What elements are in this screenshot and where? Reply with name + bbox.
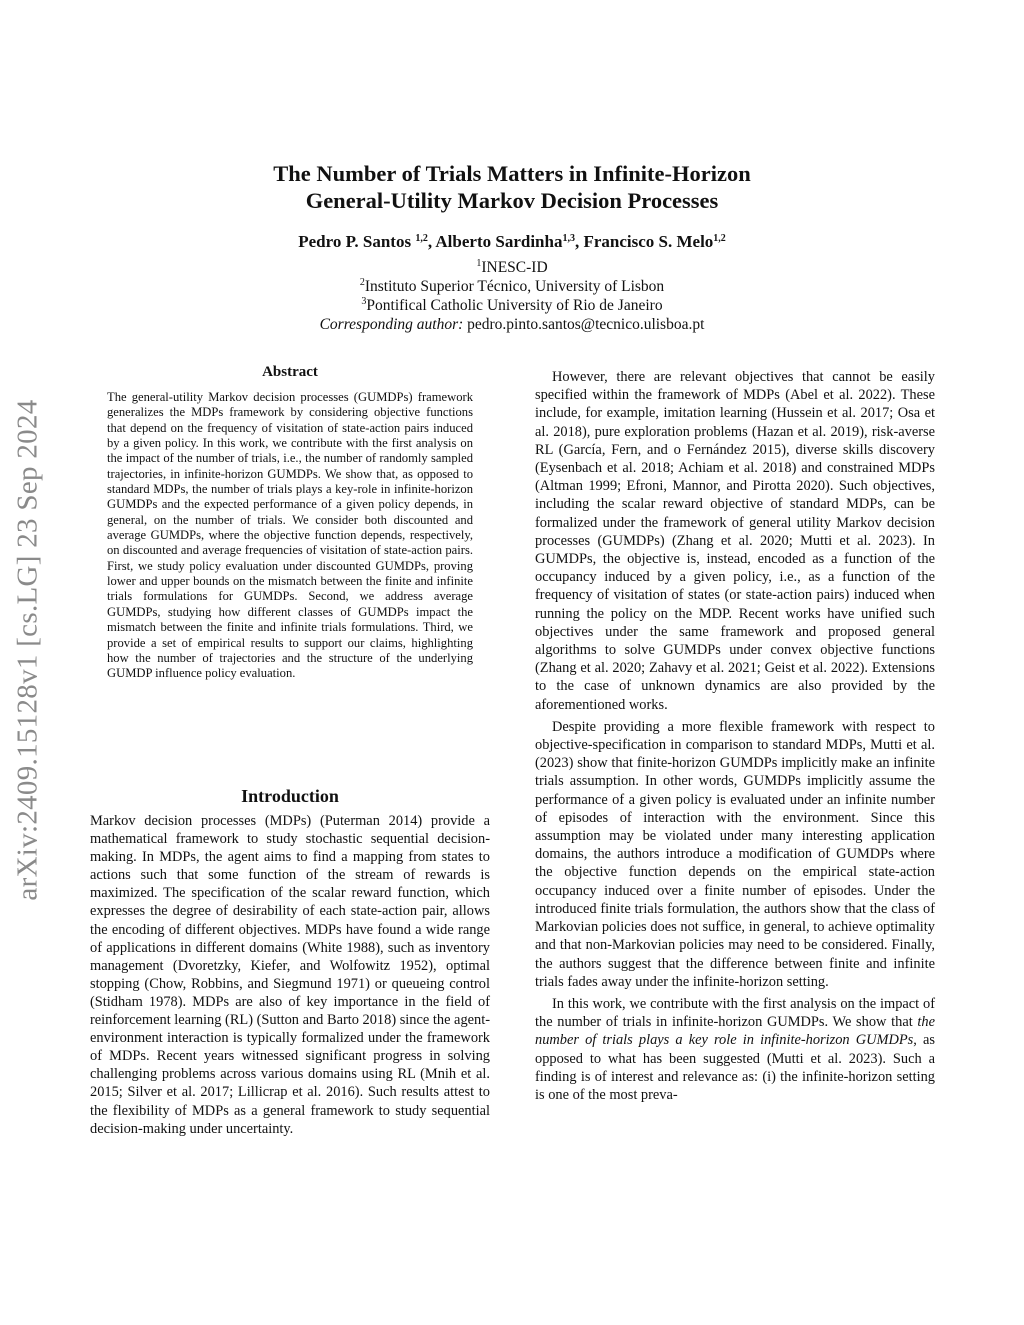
author-affiliation-marks: 1,2 bbox=[713, 233, 726, 244]
affiliation-mark: 3 bbox=[361, 296, 367, 307]
affiliations bbox=[180, 258, 844, 334]
author-separator: , bbox=[427, 232, 436, 251]
right-column bbox=[535, 368, 935, 1104]
author-name: Francisco S. Melo bbox=[583, 232, 714, 251]
affiliation-text: Instituto Superior Técnico, University of Lisbon bbox=[364, 278, 665, 295]
affiliation-line bbox=[180, 258, 844, 277]
affiliation-line bbox=[180, 277, 844, 296]
affiliation-mark: 2 bbox=[359, 277, 365, 288]
affiliation-mark: 1 bbox=[476, 258, 482, 269]
abstract-body: The general-utility Markov decision processes (GUMDPs) framework generalizes the MDPs framework by considering objective functions that depend on the frequency of visitation of state-action pairs induced by a given policy. In this work, we contribute with the first analysis on the impact of the number of trials, i.e., the number of randomly sampled trajectories, in infinite-horizon GUMDPs. We show that, as opposed to standard MDPs, the number of trials plays a key-role in infinite-horizon GUMDPs and the expected performance of a given policy depends, in general, on the number of trials. We consider both discounted and average GUMDPs, where the objective function depends, respectively, on discounted and average frequencies of visitation of state-action pairs. First, we study policy evaluation under discounted GUMDPs, proving lower and upper bounds on the mismatch between the finite and infinite trials formulations for GUMDPs. Second, we address average GUMDPs, studying how different classes of GUMDPs impact the mismatch between the finite and infinite trials formulations. Third, we provide a set of empirical results to support our claims, highlighting how the number of trajectories and the structure of the underlying GUMDP influence policy evaluation. bbox=[107, 390, 473, 681]
introduction-paragraph: Markov decision processes (MDPs) (Puterman 2014) provide a mathematical framework to study stochastic sequential decision-making. In MDPs, the agent aims to find a mapping from states to actions such that some function of the stream of rewards is maximized. The specification of the scalar reward function, which expresses the degree of desirability of each state-action pair, allows the encoding of different objectives. MDPs have found a wide range of applications in different domains (White 1988), such as inventory management (Dvoretzky, Kiefer, and Wolfowitz 1952), optimal stopping (Chow, Robbins, and Siegmund 1971) or queueing control (Stidham 1978). MDPs are also of key importance in the field of reinforcement learning (RL) (Sutton and Barto 2018) since the agent-environment interaction is typically formalized under the framework of MDPs. Recent years witnessed significant progress in solving challenging problems across various domains using RL (Mnih et al. 2015; Silver et al. 2017; Lillicrap et al. 2016). Such results attest to the flexibility of MDPs as a general framework to study sequential decision-making under uncertainty. bbox=[90, 813, 491, 1137]
body-paragraph-3 bbox=[535, 995, 935, 1104]
author-name: Alberto Sardinha bbox=[435, 232, 563, 251]
corresponding-email: pedro.pinto.santos@tecnico.ulisboa.pt bbox=[463, 316, 705, 333]
arxiv-identifier-text: arXiv:2409.15128v1 [cs.LG] 23 Sep 2024 bbox=[11, 399, 44, 901]
corresponding-label: Corresponding author: bbox=[319, 316, 464, 333]
affiliation-text: INESC-ID bbox=[481, 259, 548, 276]
emphasized-claim: the number of trials plays a key role in infinite-horizon GUMDPs bbox=[535, 1014, 935, 1049]
author-name: Pedro P. Santos bbox=[298, 232, 416, 251]
abstract-heading: Abstract bbox=[262, 364, 318, 380]
author-affiliation-marks: 1,3 bbox=[562, 233, 575, 244]
title-line-2: General-Utility Markov Decision Processes bbox=[305, 188, 719, 213]
paragraph-text: In this work, we contribute with the first analysis on the impact of the number of trials in infinite-horizon GUMDPs. We show that bbox=[535, 995, 935, 1031]
author-list bbox=[180, 232, 844, 252]
author-separator: , bbox=[574, 232, 584, 251]
affiliation-text: Pontifical Catholic University of Rio de Janeiro bbox=[366, 297, 663, 314]
arxiv-identifier-stamp bbox=[4, 360, 52, 940]
body-paragraph-1: However, there are relevant objectives that cannot be easily specified within the framework of MDPs (Abel et al. 2022). These include, for example, imitation learning (Hussein et al. 2017; Osa et al. 2018), pure exploration problems (Hazan et al. 2019), risk-averse RL (García, Fern, and o Fernández 2015), diverse skills discovery (Eysenbach et al. 2018; Achiam et al. 2018) and constrained MDPs (Altman 1999; Efroni, Mannor, and Pirotta 2020). Such objectives, including the scalar reward objective of standard MDPs, can be formalized under the framework of general utility Markov decision processes (GUMDPs) (Zhang et al. 2020; Mutti et al. 2023). In GUMDPs, the objective is, instead, encoded as a function of the occupancy induced by a given policy, i.e., as a function of the frequency of visitation of states (or state-action pairs) induced when running the policy on the MDP. Recent works have unified such objectives under the same framework and proposed general algorithms to solve GUMDPs under convex objective functions (Zhang et al. 2020; Zahavy et al. 2021; Geist et al. 2022). Extensions to the case of unknown dynamics are also provided by the aforementioned works. bbox=[535, 369, 935, 713]
body-paragraph-2: Despite providing a more flexible framework with respect to objective-specification in comparison to standard MDPs, Mutti et al. (2023) show that finite-horizon GUMDPs implicitly make an infinite trials assumption. In other words, GUMDPs implicitly assume the performance of a given policy is evaluated under an infinite number of episodes of interaction with the environment. Since this assumption may be violated under many interesting application domains, the authors introduce a modification of GUMDPs where the objective function depends on the empirical state-action occupancy induced over a finite number of episodes. Under the introduced finite trials formulation, the authors show that the class of Markovian policies does not suffice, in general, to achieve optimality and that non-Markovian policies may need to be considered. Finally, the authors suggest that the difference between finite and infinite trials fades away under the infinite-horizon setting. bbox=[535, 718, 935, 990]
affiliation-line bbox=[180, 296, 844, 315]
paper-title bbox=[180, 160, 844, 214]
author-affiliation-marks: 1,2 bbox=[415, 233, 428, 244]
introduction-heading: Introduction bbox=[241, 786, 339, 806]
paragraph-text: , as opposed to what has been suggested (Mutti et al. 2023). Such a finding is of interest and relevance as: (i) the infinite-horizon setting is one of the most preva- bbox=[535, 1032, 936, 1103]
title-line-1: The Number of Trials Matters in Infinite-Horizon bbox=[273, 161, 751, 186]
corresponding-author-line bbox=[180, 315, 844, 334]
